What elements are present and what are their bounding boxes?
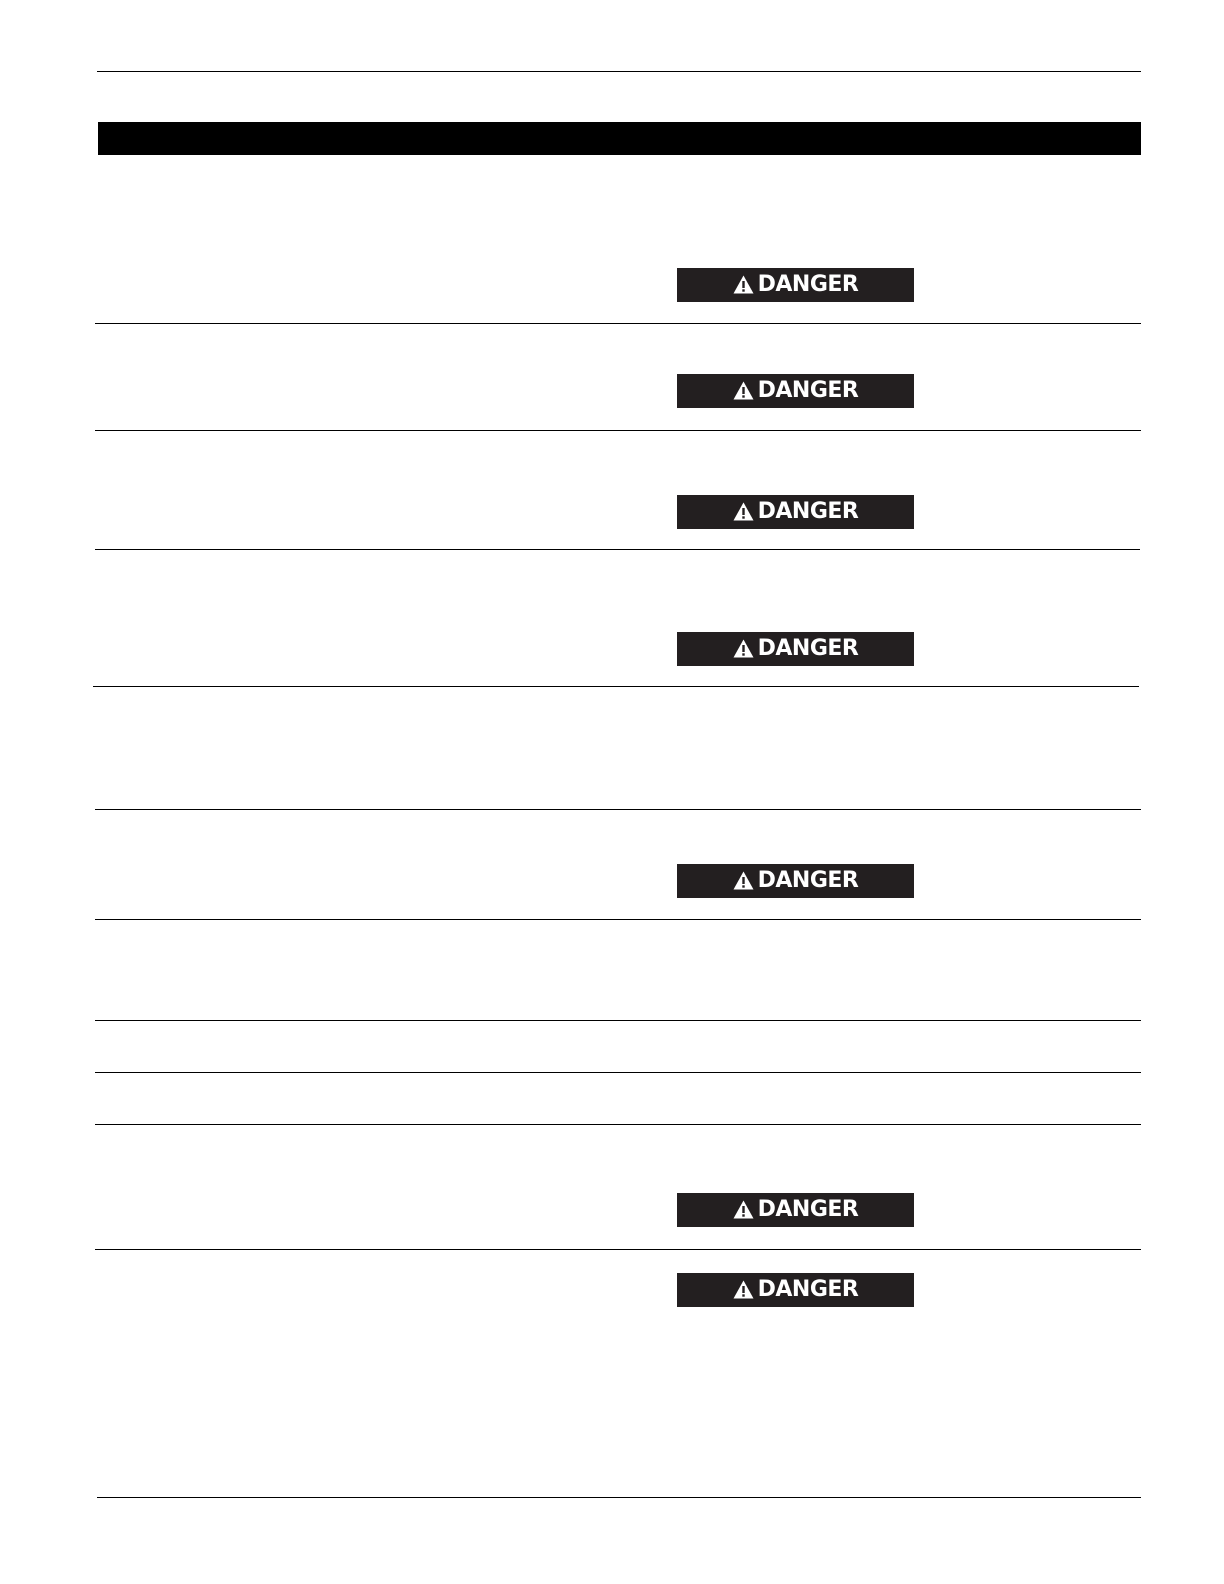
row-divider-8 (95, 1072, 1141, 1073)
danger-text: DANGER (757, 636, 859, 661)
danger-text: DANGER (757, 378, 859, 403)
danger-text: DANGER (757, 868, 859, 893)
bottom-rule (97, 1497, 1141, 1498)
danger-label-6 (677, 1193, 914, 1227)
danger-text: DANGER (757, 1197, 859, 1222)
warning-triangle-icon (733, 871, 754, 890)
row-divider-3 (95, 549, 1140, 550)
danger-label-5 (677, 864, 914, 898)
row-divider-6 (95, 919, 1141, 920)
danger-label-1 (677, 268, 914, 302)
row-divider-4 (93, 686, 1139, 687)
row-divider-10 (95, 1249, 1141, 1250)
danger-text: DANGER (757, 272, 859, 297)
warning-triangle-icon (733, 502, 754, 521)
warning-triangle-icon (733, 639, 754, 658)
row-divider-7 (95, 1020, 1141, 1021)
danger-label-4 (677, 632, 914, 666)
warning-triangle-icon (733, 1200, 754, 1219)
section-header-bar (98, 122, 1141, 155)
danger-label-2 (677, 374, 914, 408)
top-rule (97, 71, 1141, 72)
danger-label-3 (677, 495, 914, 529)
danger-text: DANGER (757, 1277, 859, 1302)
row-divider-1 (95, 323, 1141, 324)
row-divider-9 (95, 1124, 1141, 1125)
warning-triangle-icon (733, 275, 754, 294)
warning-triangle-icon (733, 381, 754, 400)
danger-text: DANGER (757, 499, 859, 524)
warning-triangle-icon (733, 1280, 754, 1299)
row-divider-5 (95, 809, 1141, 810)
danger-label-7 (677, 1273, 914, 1307)
row-divider-2 (95, 430, 1141, 431)
